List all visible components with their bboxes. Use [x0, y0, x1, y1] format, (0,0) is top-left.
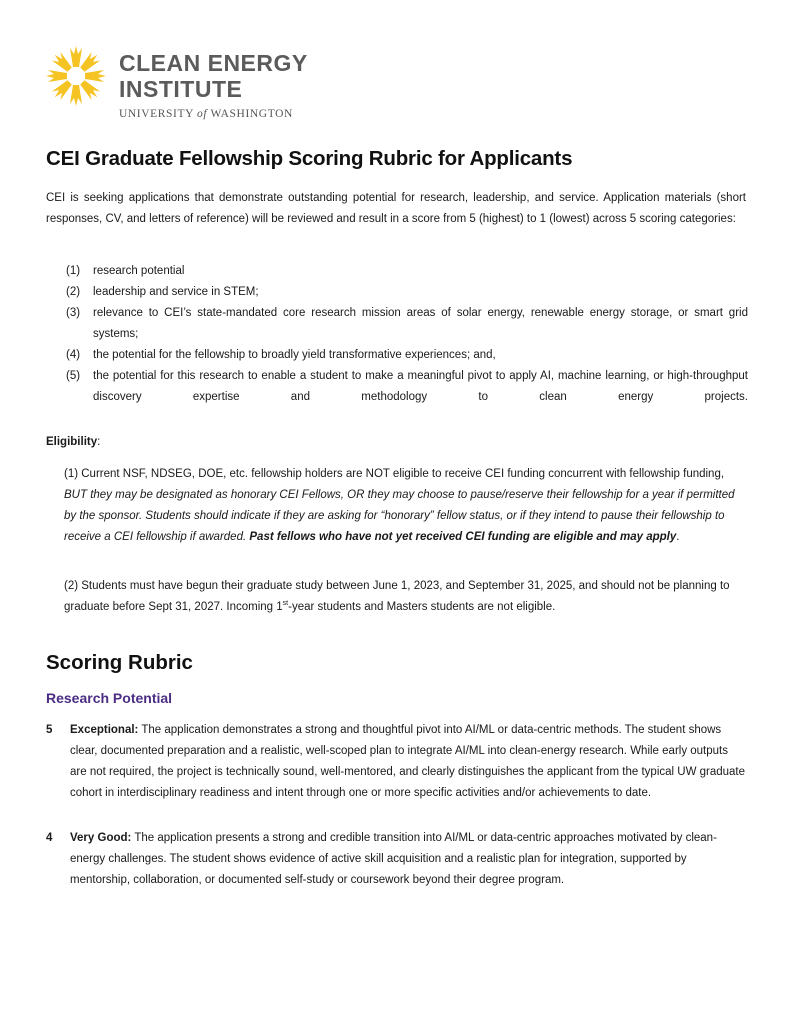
- list-item-text: leadership and service in STEM;: [93, 286, 259, 298]
- eligibility-label: Eligibility: [46, 436, 98, 448]
- logo-text-clean-energy: CLEAN ENERGY: [119, 50, 308, 76]
- score-text: The application presents a strong and credible transition into AI/ML or data-centric approaches motivated by clean-energy challenges. The student shows evidence of active skill acquisition and a realistic plan for integration, supported by mentorship, collaboration, or documented self-study or coursework beyond their degree program.: [70, 832, 717, 886]
- eligibility-item-1: [64, 464, 749, 548]
- score-description: [70, 828, 746, 891]
- sunburst-icon: [44, 44, 108, 108]
- eligibility-1-end: .: [676, 531, 680, 543]
- list-item: [66, 261, 748, 282]
- score-item-very-good: [46, 828, 746, 891]
- research-potential-heading: Research Potential: [46, 690, 173, 706]
- list-item-number: (1): [66, 265, 81, 277]
- eligibility-item-2: [64, 576, 749, 618]
- logo-university-post: WASHINGTON: [207, 108, 293, 120]
- eligibility-colon: :: [97, 436, 101, 448]
- eligibility-1-emphasis-text: Past fellows who have not yet received CEI funding are eligible and may apply: [249, 531, 677, 543]
- list-item-number: (3): [66, 307, 81, 319]
- page-title: CEI Graduate Fellowship Scoring Rubric for Applicants: [46, 147, 573, 170]
- list-item: [66, 303, 748, 345]
- list-item: [66, 366, 748, 408]
- logo-of: of: [197, 108, 208, 120]
- intro-paragraph: CEI is seeking applications that demonstrate outstanding potential for research, leadership, and service. Application materials (short responses, CV, and letters of reference) will be reviewed and result in a score from 5 (highest) to 1 (lowest) across 5 scoring categories:: [46, 192, 746, 225]
- logo-text-institute: INSTITUTE: [119, 76, 243, 102]
- list-item-text: relevance to CEI’s state-mandated core research mission areas of solar energy, renewable energy storage, or smart grid systems;: [93, 307, 748, 340]
- scoring-categories-list: [66, 261, 748, 408]
- eligibility-1-text: (1) Current NSF, NDSEG, DOE, etc. fellowship holders are NOT eligible to receive CEI funding concurrent with fellowship funding,: [64, 468, 725, 480]
- eligibility-2-text: (2) Students must have begun their graduate study between June 1, 2023, and September 31, 2025, and should not be planning to graduate before Sept 31, 2027. Incoming 1: [64, 580, 730, 613]
- list-item-number: (4): [66, 349, 81, 361]
- eligibility-1-italic-text: BUT they may be designated as honorary CEI Fellows, OR they may choose to pause/reserve their fellowship for a year if permitted by the sponsor. Students should indicate if they are asking for “honorary” fellow status, or if they intend to pause their fellowship to receive a CEI fellowship if awarded.: [64, 489, 735, 543]
- score-description: [70, 720, 746, 804]
- list-item: [66, 282, 748, 303]
- list-item-number: (5): [66, 370, 81, 382]
- scoring-rubric-heading: Scoring Rubric: [46, 651, 193, 674]
- logo-university-pre: UNIVERSITY: [119, 108, 198, 120]
- score-number: 4: [46, 832, 53, 844]
- logo-text-university: [119, 108, 293, 120]
- list-item-text: research potential: [93, 265, 185, 277]
- cei-logo: [44, 44, 344, 124]
- score-item-exceptional: [46, 720, 746, 804]
- eligibility-2-superscript: st: [282, 600, 289, 608]
- score-text: The application demonstrates a strong and thoughtful pivot into AI/ML or data-centric methods. The student shows clear, documented preparation and a realistic, well-scoped plan to integrate AI/ML into clean-energy research. While early outputs are not required, the project is technically sound, well-mentored, and clearly distinguishes the applicant from the typical UW graduate cohort in interdisciplinary readiness and intent through one or more specific activities and/or achievements to date.: [70, 724, 746, 799]
- list-item-text: the potential for this research to enable a student to make a meaningful pivot to apply AI, machine learning, or high-throughput discovery expertise and methodology to clean energy projects.: [93, 370, 748, 403]
- list-item: [66, 345, 748, 366]
- list-item-number: (2): [66, 286, 81, 298]
- eligibility-heading: [46, 436, 100, 448]
- score-number: 5: [46, 724, 53, 736]
- score-label: Very Good:: [70, 832, 132, 844]
- list-item-text: the potential for the fellowship to broadly yield transformative experiences; and,: [93, 349, 496, 361]
- score-label: Exceptional:: [70, 724, 139, 736]
- eligibility-2-text-end: -year students and Masters students are not eligible.: [288, 601, 556, 613]
